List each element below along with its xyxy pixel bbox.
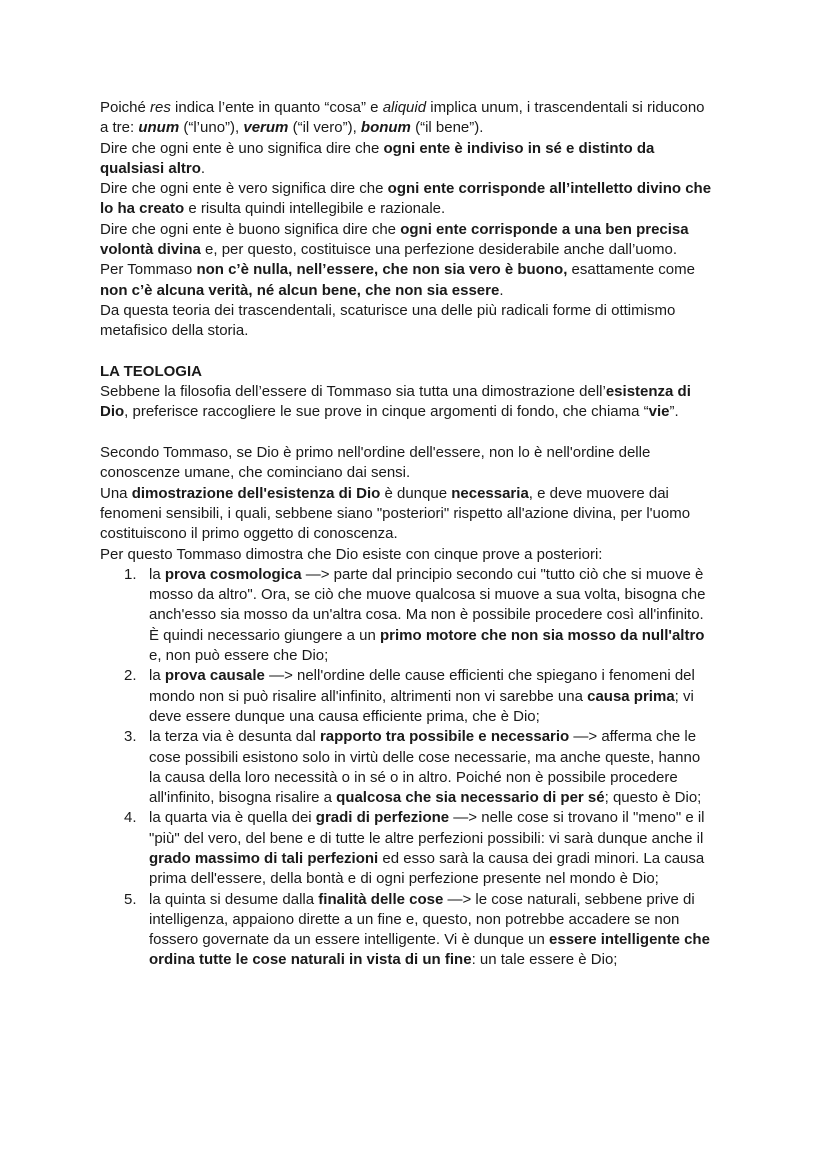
list-number: 4.: [124, 809, 137, 827]
bold-text: esistenza di: [605, 383, 691, 401]
bold-text: Dio: [100, 403, 125, 421]
bold-text: unum: [138, 119, 180, 137]
text-run: indica l’ente in quanto “cosa” e: [170, 99, 383, 116]
text-run: mondo non si può risalire all'infinito, altrimenti non vi sarebbe una: [149, 687, 588, 705]
text-line: [100, 707, 740, 727]
bold-text: bonum: [360, 119, 411, 137]
text-line: [100, 646, 740, 666]
text-run: ed esso sarà la causa dei gradi minori. La causa: [378, 849, 705, 867]
list-item: [100, 727, 740, 808]
text-run: mosso da altro". Ora, se ciò che muove qualcosa si muove a sua volta, bisogna che: [149, 586, 706, 604]
list-item: [100, 890, 740, 971]
bold-text: prova cosmologica: [164, 565, 302, 583]
text-line: [100, 199, 740, 219]
text-run: è dunque: [380, 484, 452, 502]
text-run: anch'esso sia mosso da un'altra cosa. Ma non è possibile procedere così all'infinito.: [149, 606, 704, 624]
proofs-list: [100, 565, 740, 971]
text-run: —> nell'ordine delle cause efficienti che spiegano i fenomeni del: [264, 667, 695, 685]
bold-text: qualcosa che sia necessario di per sé: [336, 789, 605, 807]
text-line: [100, 768, 740, 788]
text-line: [100, 666, 740, 686]
text-run: Per questo Tommaso dimostra che Dio esiste con cinque prove a posteriori:: [100, 545, 603, 563]
text-run: , preferisce raccogliere le sue prove in cinque argomenti di fondo, che chiama “: [124, 403, 649, 421]
bold-text: gradi di perfezione: [315, 809, 450, 827]
text-run: Secondo Tommaso, se Dio è primo nell'ordine dell'essere, non lo è nell'ordine delle: [100, 444, 651, 462]
text-run: all'infinito, bisogna risalire a: [149, 789, 337, 807]
italic-text: aliquid: [382, 99, 427, 116]
list-item: [100, 666, 740, 727]
text-run: Dire che ogni ente è vero significa dire che: [100, 180, 388, 198]
text-line: [100, 362, 740, 382]
bold-text: dimostrazione dell'esistenza di Dio: [131, 484, 381, 502]
text-run: metafisico della storia.: [100, 322, 249, 340]
bold-text: necessaria: [451, 484, 529, 502]
bold-text: LA TEOLOGIA: [100, 362, 202, 380]
text-run: —> le cose naturali, sebbene prive di: [443, 890, 695, 908]
text-run: esattamente come: [567, 261, 695, 279]
text-run: e risulta quindi intellegibile e razionale.: [184, 200, 446, 218]
paragraph: [100, 98, 740, 342]
text-run: a tre:: [100, 119, 139, 137]
text-run: Da questa teoria dei trascendentali, scaturisce una delle più radicali forme di ottimismo: [100, 301, 676, 319]
italic-text: res: [150, 99, 171, 116]
section-la-teologia: [100, 362, 740, 423]
text-line: [100, 139, 740, 159]
text-line: [100, 687, 740, 707]
text-run: (“il bene”).: [410, 119, 484, 137]
bold-text: ogni ente corrisponde all’intelletto divino che: [387, 180, 712, 198]
text-run: la causa della loro necessità o in sé o in altro. Poiché non è possibile procedere: [149, 768, 678, 786]
text-run: conoscenze umane, che cominciano dai sensi.: [100, 464, 411, 482]
list-number: 3.: [124, 728, 137, 746]
list-item: [100, 808, 740, 889]
text-line: [100, 605, 740, 625]
text-line: [100, 260, 740, 280]
text-run: cose possibili esistono solo in virtù delle cose necessarie, ma anche queste, hanno: [149, 748, 701, 766]
bold-text: ogni ente è indiviso in sé e distinto da: [383, 139, 655, 157]
text-run: .: [499, 281, 504, 299]
text-line: [100, 443, 740, 463]
text-line: [100, 565, 740, 585]
paragraph-gap: [100, 342, 740, 362]
text-run: la quinta si desume dalla: [149, 890, 319, 908]
bold-text: grado massimo di tali perfezioni: [149, 849, 379, 867]
text-line: [100, 950, 740, 970]
list-number: 5.: [124, 890, 137, 908]
text-run: : un tale essere è Dio;: [471, 951, 618, 969]
text-run: deve essere dunque una causa efficiente prima, che è Dio;: [149, 707, 540, 725]
text-line: [100, 402, 740, 422]
text-run: , e deve muovere dai: [528, 484, 669, 502]
text-run: la: [149, 565, 165, 583]
text-run: costituiscono il primo oggetto di conoscenza.: [100, 525, 398, 543]
text-line: [100, 98, 740, 118]
text-line: [100, 626, 740, 646]
document-page: [100, 98, 740, 971]
text-run: ”.: [669, 403, 679, 421]
text-run: È quindi necessario giungere a un: [149, 626, 380, 644]
text-run: Una: [100, 484, 132, 502]
text-line: [100, 321, 740, 341]
bold-text: essere intelligente che: [549, 931, 710, 949]
text-line: [100, 808, 740, 828]
text-line: [100, 504, 740, 524]
text-line: [100, 281, 740, 301]
paragraph: [100, 443, 740, 565]
text-run: fossero governate da un essere intelligente. Vi è dunque un: [149, 931, 550, 949]
bold-text: qualsiasi altro: [100, 159, 201, 177]
text-run: Dire che ogni ente è buono significa dire che: [100, 220, 401, 238]
bold-text: ordina tutte le cose naturali in vista di un fine: [149, 951, 472, 969]
list-number: 1.: [124, 565, 137, 583]
text-line: [100, 240, 740, 260]
text-line: [100, 220, 740, 240]
paragraph-gap: [100, 423, 740, 443]
text-line: [100, 585, 740, 605]
bold-text: causa prima: [587, 687, 675, 705]
bold-text: rapporto tra possibile e necessario: [319, 728, 570, 746]
text-run: intelligenza, appaiono dirette a un fine e, questo, non potrebbe accadere se non: [149, 910, 680, 928]
text-run: .: [200, 159, 206, 177]
text-run: la terza via è desunta dal: [149, 728, 320, 746]
text-line: [100, 382, 740, 402]
bold-text: volontà divina: [100, 241, 201, 259]
text-run: "più" del vero, del bene e di tutte le altre perfezioni possibili: vi sarà dunque anche il: [149, 829, 704, 847]
text-line: [100, 463, 740, 483]
text-line: [100, 748, 740, 768]
text-line: [100, 829, 740, 849]
text-run: Per Tommaso: [100, 261, 197, 279]
text-line: [100, 930, 740, 950]
text-line: [100, 301, 740, 321]
text-line: [100, 869, 740, 889]
text-run: e, non può essere che Dio;: [149, 647, 329, 665]
text-run: e, per questo, costituisce una perfezione desiderabile anche dall’uomo.: [200, 241, 677, 259]
text-line: [100, 788, 740, 808]
text-line: [100, 118, 740, 138]
text-run: implica unum, i trascendentali si riducono: [426, 99, 705, 116]
text-line: [100, 849, 740, 869]
text-run: —> parte dal principio secondo cui "tutto ciò che si muove è: [301, 565, 704, 583]
bold-text: non c’è nulla, nell’essere, che non sia vero è buono,: [196, 261, 568, 279]
text-run: (“il vero”),: [288, 119, 361, 137]
text-run: prima dell'essere, della bontà e di ogni perfezione presente nel mondo è Dio;: [149, 870, 659, 888]
bold-text: prova causale: [164, 667, 265, 685]
text-run: la: [149, 667, 165, 685]
list-item: [100, 565, 740, 666]
text-run: fenomeni sensibili, i quali, sebbene siano "posteriori" rispetto all'azione divina, per l'uomo: [100, 504, 691, 522]
bold-text: lo ha creato: [100, 200, 185, 218]
text-run: Poiché: [100, 99, 151, 116]
text-line: [100, 545, 740, 565]
text-run: ; questo è Dio;: [604, 789, 702, 807]
text-line: [100, 524, 740, 544]
bold-text: primo motore che non sia mosso da null'altro: [380, 626, 705, 644]
list-number: 2.: [124, 667, 137, 685]
bold-text: verum: [243, 119, 289, 137]
bold-text: vie: [648, 403, 670, 421]
text-run: Dire che ogni ente è uno significa dire che: [100, 139, 384, 157]
text-line: [100, 727, 740, 747]
text-run: —> nelle cose si trovano il "meno" e il: [449, 809, 705, 827]
text-line: [100, 484, 740, 504]
text-run: —> afferma che le: [569, 728, 697, 746]
bold-text: ogni ente corrisponde a una ben precisa: [400, 220, 689, 238]
text-line: [100, 910, 740, 930]
text-run: (“l’uno”),: [179, 119, 244, 137]
text-run: ; vi: [674, 687, 694, 705]
bold-text: finalità delle cose: [318, 890, 444, 908]
text-line: [100, 159, 740, 179]
text-run: la quarta via è quella dei: [149, 809, 316, 827]
bold-text: non c’è alcuna verità, né alcun bene, che non sia essere: [100, 281, 500, 299]
text-line: [100, 179, 740, 199]
text-line: [100, 890, 740, 910]
text-run: Sebbene la filosofia dell’essere di Tommaso sia tutta una dimostrazione dell’: [100, 383, 606, 401]
